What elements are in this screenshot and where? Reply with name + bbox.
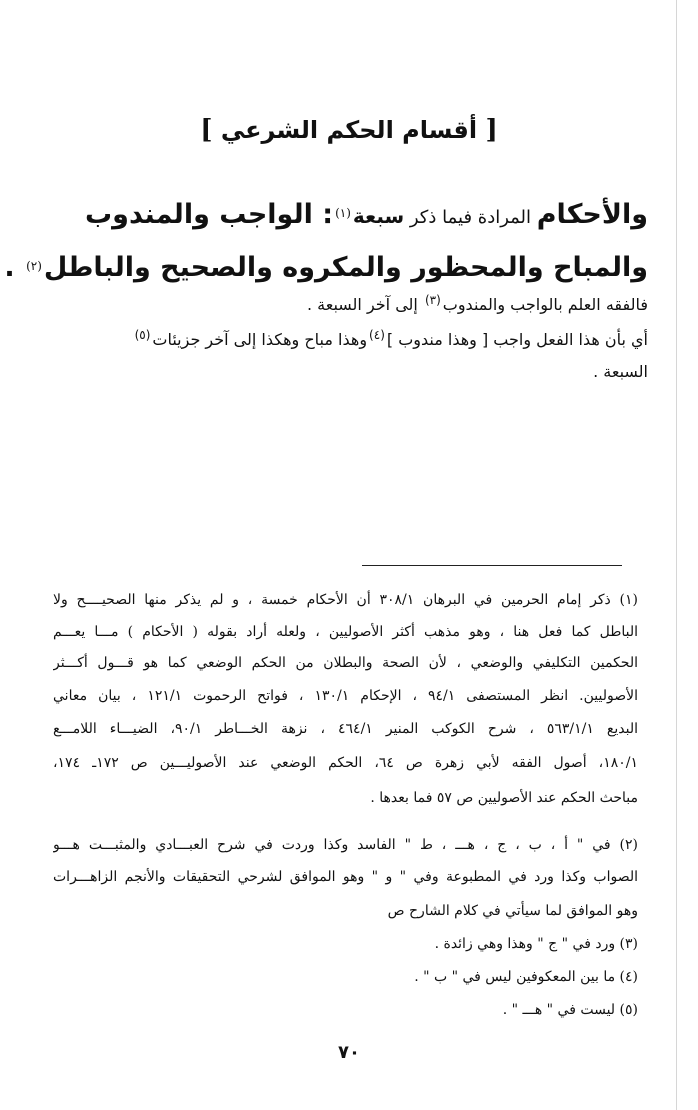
heading-bracket-open: [ <box>485 115 498 145</box>
body-line2-part2: وهذا مباح وهكذا إلى آخر جزيئات <box>152 330 368 349</box>
footnote-line: ١٨٠/١، أصول الفقه لأبي زهرة ص ٦٤، الحكم الوضعي عند الأصوليـــين ص ١٧٢ـ ١٧٤، <box>53 755 638 771</box>
footnote-ref-3: (٣) <box>424 292 441 307</box>
body-line-2 <box>28 326 648 354</box>
footnote-line: الصواب وكذا ورد في المطبوعة وفي " و " وهو الموافق لشرحي التحقيقات والأنجم الزاهـــرات <box>53 869 638 885</box>
body-line-1 <box>28 291 648 319</box>
section-heading <box>0 108 698 152</box>
main-line2-text: والمباح والمحظور والمكروه والصحيح والباطل <box>43 252 648 283</box>
footnote-line: (٤) ما بين المعكوفين ليس في " ب " . <box>414 969 638 985</box>
footnote-line: (٥) ليست في " هـــ " . <box>502 1002 638 1018</box>
main-line1-part2: سبعة <box>352 204 405 228</box>
footnote-line: مباحث الحكم عند الأصوليين ص ٥٧ فما بعدها . <box>370 790 638 806</box>
body-line1-part2: إلى آخر السبعة . <box>306 295 423 314</box>
footnote-line: البديع ٥٦٣/١/١ ، شرح الكوكب المنير ٤٦٤/١ ، نزهة الخـــاطر ٩٠/١، الضيـــاء اللامـــع <box>53 721 638 737</box>
body-line2-part1: أي بأن هذا الفعل واجب [ وهذا مندوب ] <box>386 330 648 349</box>
footnote-line: (٣) ورد في " ج " وهذا وهي زائدة . <box>434 936 638 952</box>
body-line-3: السبعة . <box>593 362 648 381</box>
footnote-line: الباطل كما فعل هنا ، وهو مذهب أكثر الأصوليين ، ولعله أراد بقوله ( الأحكام ) مـــا يعـــم <box>53 624 638 640</box>
main-text-line-2 <box>4 243 648 293</box>
footnote-line: وهو الموافق لما سيأتي في كلام الشارح ص <box>387 903 638 919</box>
body-line1-part1: فالفقه العلم بالواجب والمندوب <box>442 295 648 314</box>
footnote-ref-4: (٤) <box>369 327 385 342</box>
footnote-ref-2: (٢) <box>26 258 42 273</box>
footnote-line: (١) ذكر إمام الحرمين في البرهان ٣٠٨/١ أن الأحكام خمسة ، و لم يذكر منها الصحيــــح ولا <box>53 592 638 608</box>
footnote-line: (٢) في " أ ، ب ، ج ، هـــ ، ط " الفاسد وكذا وردت في شرح العبـــادي والمثبـــت هـــو <box>53 837 638 853</box>
heading-bracket-close: ] <box>200 115 213 145</box>
footnote-separator <box>362 565 622 566</box>
main-line1-word1: والأحكام <box>536 199 648 230</box>
footnote-line: الحكمين التكليفي والوضعي ، لأن الصحة والبطلان من الحكم الوضعي كما هو قـــول أكـــثر <box>53 655 638 671</box>
main-line1-part1: المرادة فيما ذكر <box>404 207 537 228</box>
footnote-line: الأصوليين. انظر المستصفى ٩٤/١ ، الإحكام ١٣٠/١ ، فواتح الرحموت ١٢١/١ ، بيان معاني <box>53 688 638 704</box>
main-text-line-1 <box>48 190 648 243</box>
heading-text: أقسام الحكم الشرعي <box>220 116 478 144</box>
main-line2-end: . <box>4 252 25 283</box>
scan-edge-line <box>676 0 677 1110</box>
footnote-ref-5: (٥) <box>134 327 151 342</box>
footnote-ref-1: (١) <box>335 205 351 220</box>
main-line1-part3: : الواجب والمندوب <box>85 199 334 230</box>
page-number: ٧٠ <box>338 1042 360 1063</box>
